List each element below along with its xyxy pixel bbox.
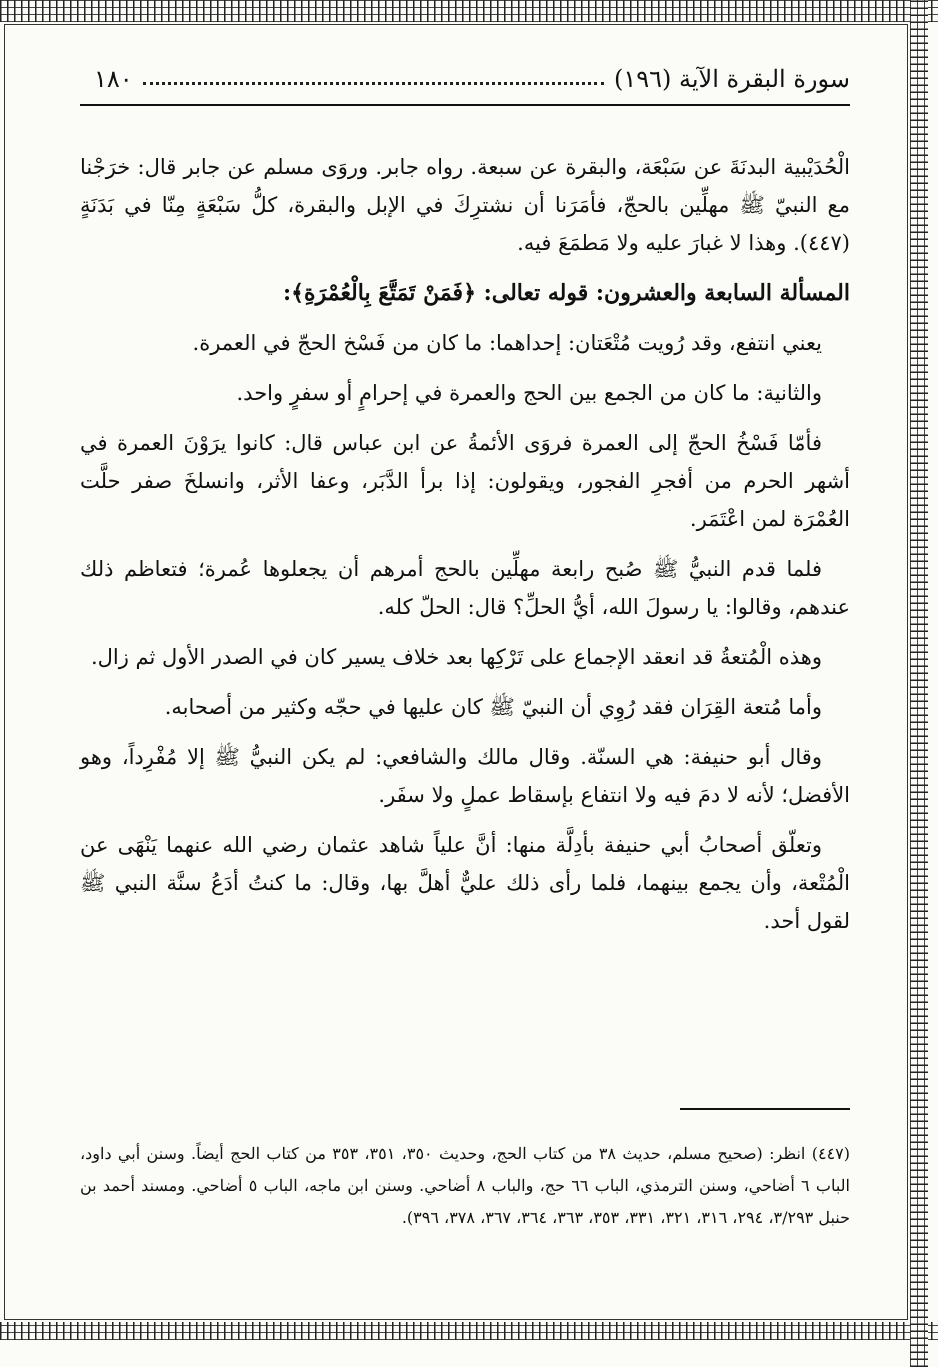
paragraph: والثانية: ما كان من الجمع بين الحج والعمرة في إحرامٍ أو سفرٍ واحد. (236, 381, 822, 405)
paragraph: الْحُدَيْبية البدنَةَ عن سَبْعَة، والبقرة عن سبعة. رواه جابر. وروَى مسلم عن جابر قال: خرَجْنا مع النبيّ ﷺ مهلِّين بالحجّ، فأمَرَنا أن نشترِكَ في الإبل والبقرة، كلُّ سَبْعَةٍ مِنّا في بَدَنَةٍ (٤٤٧). وهذا لا غبارَ عليه ولا مَطمَعَ فيه. (80, 155, 850, 255)
footnote (80, 1138, 850, 1234)
main-text (80, 148, 850, 952)
paragraph: يعني انتفع، وقد رُويت مُتْعَتان: إحداهما: ما كان من فَسْخ الحجّ في العمرة. (192, 331, 822, 355)
header-leader-dots (143, 82, 604, 85)
paragraph: فأمّا فَسْخُ الحجّ إلى العمرة فروَى الأئمةُ عن ابن عباس قال: كانوا يرَوْنَ العمرة في أشهر الحرم من أفجرِ الفجور، ويقولون: إذا برأ الدَّبَر، وعفا الأثر، وانسلخَ صفر حلَّت العُمْرَة لمن اعْتَمَر. (80, 431, 850, 531)
ornamental-border-right (910, 0, 928, 1367)
paragraph: وتعلّق أصحابُ أبي حنيفة بأدِلَّة منها: أنَّ علياً شاهد عثمان رضي الله عنهما يَنْهَى عن الْمُتْعة، وأن يجمع بينهما، فلما رأى ذلك عليٌّ أهلَّ بها، وقال: ما كنتُ أدَعُ سنَّة النبي ﷺ لقول أحد. (80, 833, 850, 933)
header-rule (80, 104, 850, 106)
ornamental-border-bottom (0, 1322, 938, 1340)
footnote-separator (680, 1108, 850, 1110)
section-heading: المسألة السابعة والعشرون: قوله تعالى: ﴿فَمَنْ تَمَتَّعَ بِالْعُمْرَةِ﴾: (283, 280, 850, 306)
ornamental-border-top (0, 0, 938, 22)
running-header (80, 62, 850, 96)
page-number: ١٨٠ (94, 65, 133, 93)
paragraph: وقال أبو حنيفة: هي السنّة. وقال مالك والشافعي: لم يكن النبيُّ ﷺ إلا مُفْرِداً، وهو الأفضل؛ لأنه لا دمَ فيه ولا انتفاع بإسقاط عملٍ ولا سفَر. (80, 745, 850, 807)
paragraph: وهذه الْمُتعةُ قد انعقد الإجماع على تَرْكِها بعد خلاف يسير كان في الصدر الأول ثم زال. (90, 645, 822, 669)
footnote-text: (٤٤٧) انظر: (صحيح مسلم، حديث ٣٨ من كتاب الحج، وحديث ٣٥٠، ٣٥١، ٣٥٣ من كتاب الحج أيضاً. وسنن أبي داود، الباب ٦ أضاحي، وسنن الترمذي، الباب ٦٦ حج، والباب ٨ أضاحي. وسنن ابن ماجه، الباب ٥ أضاحي. ومسند أحمد بن حنبل ٣/٢٩٣، ٢٩٤، ٣١٦، ٣٢١، ٣٣١، ٣٥٣، ٣٦٣، ٣٦٤، ٣٦٧، ٣٧٨، ٣٩٦). (80, 1144, 851, 1227)
paragraph: وأما مُتعة القِرَان فقد رُوِي أن النبيّ ﷺ كان عليها في حجّه وكثير من أصحابه. (164, 695, 822, 719)
paragraph: فلما قدم النبيُّ ﷺ صُبح رابعة مهلِّين بالحج أمرهم أن يجعلوها عُمرة؛ فتعاظم ذلك عندهم، وقالوا: يا رسولَ الله، أيُّ الحلِّ؟ قال: الحلّ كله. (80, 557, 850, 619)
header-title: سورة البقرة الآية (١٩٦) (613, 65, 850, 93)
